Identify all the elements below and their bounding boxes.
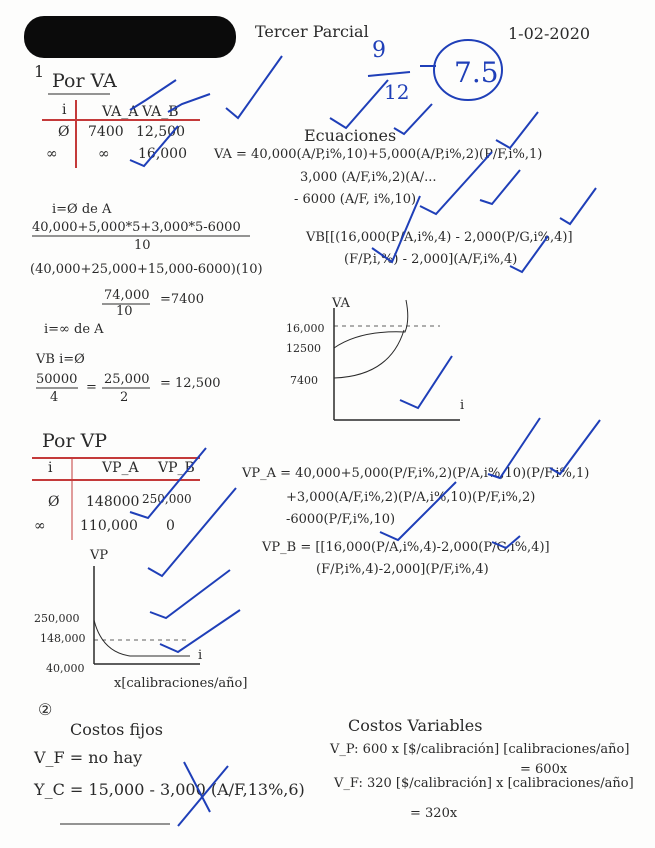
va-graph-tick: 7400 — [290, 374, 318, 387]
table-vp-cell: 148000 — [86, 494, 140, 510]
vp-b-equation-line: VP_B = [[16,000(P/A,i%,4)-2,000(P/G,i%,4)] — [262, 540, 550, 555]
va-b-equation-line: (F/P,i,%) - 2,000](A/F,i%,4) — [344, 252, 518, 267]
check-mark — [560, 188, 596, 224]
costos-fijos-line: Y_C = 15,000 - 3,000 (A/F,13%,6) — [34, 780, 305, 799]
costos-variables-line: = 600x — [520, 762, 568, 777]
table-vp-header: VP_B — [158, 460, 195, 476]
va-graph-curve-b — [334, 330, 404, 378]
heading-por-va: Por VA — [52, 70, 117, 92]
check-mark — [130, 80, 176, 110]
check-mark — [160, 610, 240, 652]
section-number-2: ② — [38, 700, 53, 719]
grade-denominator: 12 — [384, 80, 410, 104]
calc-line: 50000 — [36, 372, 78, 387]
va-b-equation-line: VB[[(16,000(P/A,i%,4) - 2,000(P/G,i%,4)] — [306, 230, 573, 245]
check-mark — [492, 536, 520, 548]
va-a-equation-line: 3,000 (A/F,i%,2)(A/... — [300, 170, 437, 185]
exam-title: Tercer Parcial — [255, 22, 369, 41]
table-vp-cell: 250,000 — [142, 492, 192, 506]
check-mark — [372, 196, 420, 262]
table-vp-cell: 0 — [166, 518, 175, 534]
table-va-cell: 16,000 — [138, 146, 187, 162]
grade-numerator: 9 — [372, 38, 386, 63]
va-graph-tick: 12500 — [286, 342, 321, 355]
check-mark — [380, 482, 456, 540]
vp-a-equation-line: VP_A = 40,000+5,000(P/F,i%,2)(P/A,i%,10)(P/F,i%,1) — [242, 466, 590, 481]
ecuaciones-label: Ecuaciones — [304, 126, 397, 145]
table-vp-cell: 110,000 — [80, 518, 138, 534]
vp-graph-ylabel: VP — [90, 548, 109, 563]
check-mark — [510, 236, 548, 272]
table-va-cell: Ø — [58, 124, 70, 140]
grading-checkmarks — [130, 56, 600, 826]
table-vp-header: i — [48, 460, 53, 476]
check-mark — [394, 104, 432, 134]
vp-graph-tick: 148,000 — [40, 632, 86, 645]
va-graph-ylabel: VA — [332, 296, 350, 311]
exam-date: 1-02-2020 — [508, 24, 591, 43]
check-mark — [420, 152, 492, 214]
calc-line: i=∞ de A — [44, 322, 104, 337]
calc-line: 25,000 — [104, 372, 150, 387]
vp-graph-tick: 40,000 — [46, 662, 85, 675]
vp-a-equation-line: -6000(P/F,i%,10) — [286, 512, 396, 527]
va-graph-xlabel: i — [460, 398, 465, 413]
section-number-1: 1 — [34, 62, 45, 81]
va-a-equation-line: - 6000 (A/F, i%,10) — [294, 192, 417, 207]
vp-a-equation-line: +3,000(A/F,i%,2)(P/A,i%,10)(P/F,i%,2) — [286, 490, 536, 505]
costos-fijos-line: V_F = no hay — [34, 748, 143, 767]
va-graph-curve-a — [334, 300, 408, 348]
table-va-cell: 12,500 — [136, 124, 185, 140]
va-graph-tick: 16,000 — [286, 322, 325, 335]
check-mark — [330, 80, 388, 128]
vp-graph-xlabel: i — [198, 648, 203, 663]
check-mark — [488, 418, 540, 478]
table-vp-cell: Ø — [48, 494, 60, 510]
table-va-cell: 7400 — [88, 124, 124, 140]
table-va-cell: ∞ — [98, 146, 110, 162]
table-va-header: i — [62, 102, 67, 118]
check-mark — [496, 112, 538, 148]
calc-line: =7400 — [160, 292, 204, 307]
check-mark — [480, 170, 520, 204]
calc-line: 2 — [120, 390, 129, 405]
table-va-header: VA_A — [102, 104, 139, 120]
cross-mark — [178, 766, 228, 826]
costos-variables-line: = 320x — [410, 806, 458, 821]
grade-circle — [434, 40, 502, 100]
costos-fijos-label: Costos fijos — [70, 720, 163, 739]
calc-line: VB i=Ø — [36, 352, 85, 367]
calc-line: 74,000 — [104, 288, 150, 303]
grade-score: 7.5 — [454, 56, 499, 89]
check-mark — [168, 94, 210, 112]
calc-line: 10 — [116, 304, 133, 319]
table-vp-cell: ∞ — [34, 518, 46, 534]
check-mark — [400, 356, 452, 408]
costos-variables-label: Costos Variables — [348, 716, 483, 735]
calc-line: (40,000+25,000+15,000-6000)(10) — [30, 262, 263, 277]
calc-line: 4 — [50, 390, 59, 405]
check-mark — [550, 420, 600, 474]
vp-graph-units: x[calibraciones/año] — [114, 676, 248, 691]
check-mark — [150, 570, 230, 618]
va-a-equation-line: VA = 40,000(A/P,i%,10)+5,000(A/P,i%,2)(P/F,i%,1) — [214, 147, 543, 162]
table-va-cell: ∞ — [46, 146, 58, 162]
check-mark — [226, 56, 282, 118]
check-mark — [130, 126, 178, 166]
table-vp-header: VP_A — [102, 460, 139, 476]
grade-fraction-bar — [368, 72, 410, 76]
heading-por-vp: Por VP — [42, 430, 108, 452]
calc-line: 10 — [134, 238, 151, 253]
calc-line: = — [86, 380, 97, 395]
table-va-header: VA_B — [142, 104, 179, 120]
calc-line: = 12,500 — [160, 376, 221, 391]
vp-b-equation-line: (F/P,i%,4)-2,000](P/F,i%,4) — [316, 562, 489, 577]
calc-line: 40,000+5,000*5+3,000*5-6000 — [32, 220, 241, 235]
vp-graph-tick: 250,000 — [34, 612, 80, 625]
costos-variables-line: V_F: 320 [$/calibración] x [calibraciones/año] — [334, 776, 634, 791]
costos-variables-line: V_P: 600 x [$/calibración] [calibraciones/año] — [330, 742, 630, 757]
calc-line: i=Ø de A — [52, 202, 112, 217]
